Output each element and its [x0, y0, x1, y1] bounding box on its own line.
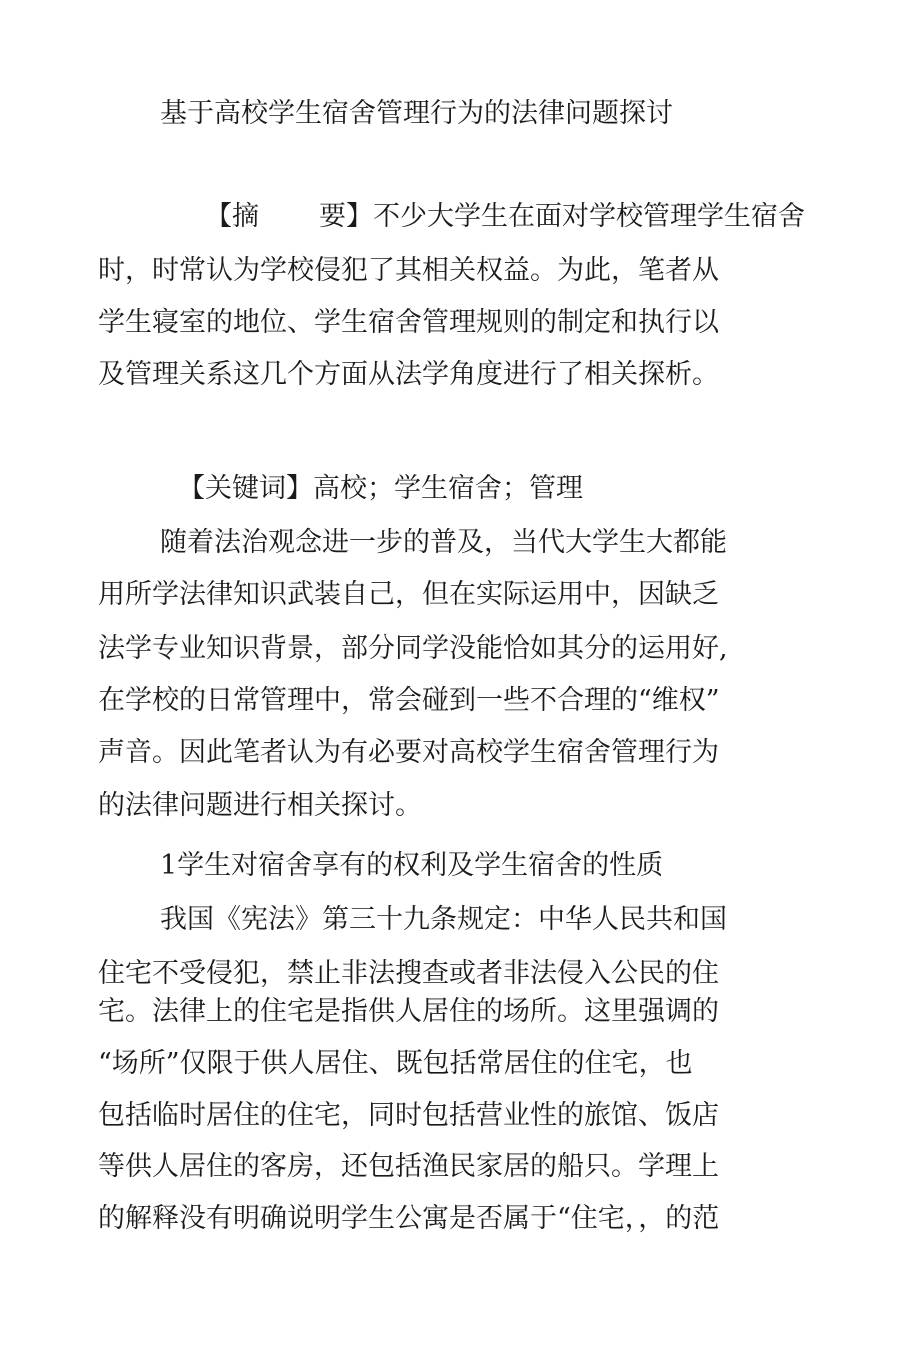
abstract-line: 不少大学生在面对学校管理学生宿舍: [373, 201, 805, 232]
abstract-label-right: 要】: [319, 201, 373, 232]
section-body-line: 住宅不受侵犯，禁止非法搜查或者非法侵入公民的住: [98, 958, 719, 989]
intro-paragraph-line: 随着法治观念进一步的普及，当代大学生大都能: [160, 527, 727, 558]
intro-paragraph-line: 声音。因此笔者认为有必要对高校学生宿舍管理行为: [98, 737, 719, 768]
section-body-line: 包括临时居住的住宅，同时包括营业性的旅馆、饭店: [98, 1100, 719, 1131]
intro-paragraph-line: 的法律问题进行相关探讨。: [98, 790, 422, 821]
section-body-line: 的解释没有明确说明学生公寓是否属于“住宅，，的范: [98, 1203, 720, 1234]
keywords: 【关键词】高校；学生宿舍；管理: [178, 473, 583, 504]
intro-paragraph-line: 用所学法律知识武装自己，但在实际运用中，因缺乏: [98, 579, 719, 610]
section-body-line: “场所”仅限于供人居住、既包括常居住的住宅，也: [98, 1048, 693, 1079]
section-heading: 1学生对宿舍享有的权利及学生宿舍的性质: [160, 850, 664, 881]
intro-paragraph-line: 在学校的日常管理中，常会碰到一些不合理的“维权”: [98, 685, 720, 716]
abstract-first-line: [205, 200, 805, 234]
abstract-label-left: 【摘: [205, 201, 259, 232]
section-body-line: 宅。法律上的住宅是指供人居住的场所。这里强调的: [98, 996, 719, 1027]
section-body-line: 我国《宪法》第三十九条规定：中华人民共和国: [160, 904, 727, 935]
abstract-line: 时，时常认为学校侵犯了其相关权益。为此，笔者从: [98, 255, 719, 286]
document-title: 基于高校学生宿舍管理行为的法律问题探讨: [160, 98, 673, 129]
intro-paragraph-line: 法学专业知识背景，部分同学没能恰如其分的运用好,: [98, 633, 728, 664]
section-body-line: 等供人居住的客房，还包括渔民家居的船只。学理上: [98, 1151, 719, 1182]
abstract-line: 及管理关系这几个方面从法学角度进行了相关探析。: [98, 359, 719, 390]
abstract-line: 学生寝室的地位、学生宿舍管理规则的制定和执行以: [98, 307, 719, 338]
